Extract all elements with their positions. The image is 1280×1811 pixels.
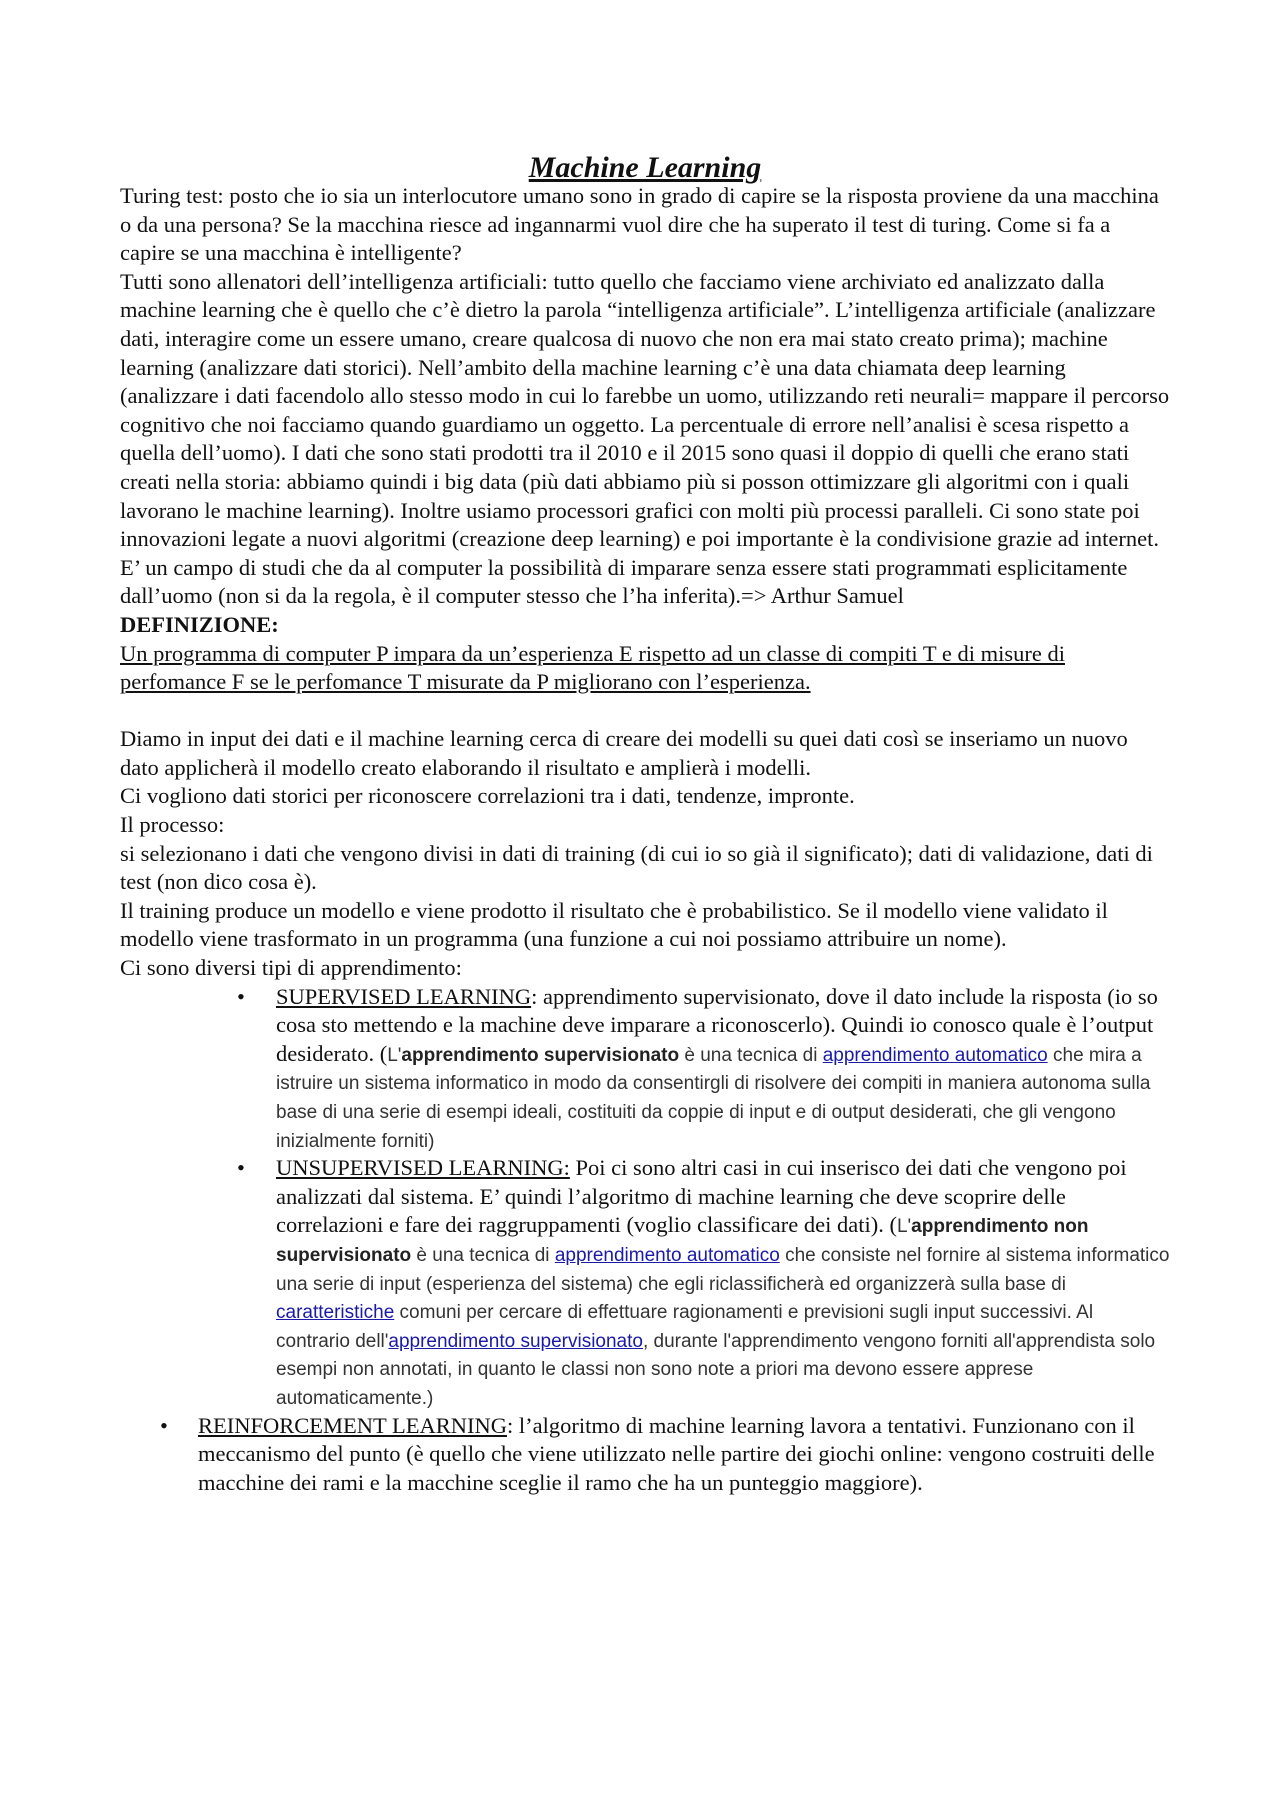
link-caratteristiche[interactable]: caratteristiche — [276, 1302, 395, 1324]
quote-bold-term: apprendimento non supervisionato — [276, 1216, 1089, 1266]
definition-heading: DEFINIZIONE: — [120, 611, 279, 637]
list-item-reinforcement — [120, 1412, 1170, 1498]
link-apprendimento-automatico[interactable]: apprendimento automatico — [554, 1244, 780, 1266]
link-apprendimento-automatico[interactable]: apprendimento automatico — [822, 1044, 1048, 1066]
quote-text: comuni per cercare di effettuare ragionamenti e previsioni sugli input successivi. Al contrario dell' — [276, 1302, 1094, 1352]
quote-text: è una tecnica di — [679, 1044, 823, 1066]
quote-text: che consiste nel fornire al sistema informatico una serie di input (esperienza del sistema) che egli riclassificherà ed organizzerà sulla base di — [276, 1244, 1170, 1295]
supervised-quote — [276, 1045, 1150, 1152]
list-item-supervised — [120, 983, 1170, 1155]
body-paragraph-process-label: Il processo: — [120, 812, 225, 838]
learning-types-list-outer — [120, 1412, 1170, 1498]
unsupervised-text: Poi ci sono altri casi in cui inserisco dei dati che vengono poi analizzati dal sistema. E’ quindi l’algoritmo di machine learning che deve scoprire delle correlazioni e fare dei raggruppamenti (voglio classificare dei dati). ( — [276, 1155, 1127, 1238]
quote-text: è una tecnica di — [411, 1244, 555, 1266]
bullet-icon: • — [237, 1155, 245, 1181]
list-item-unsupervised — [120, 1154, 1170, 1411]
quote-text: che mira a istruire un sistema informatico in modo da consentirgli di risolvere dei compiti in maniera autonoma sulla base di una serie di esempi ideali, costituiti da coppie di input e di output desiderati, che gli vengono inizialmente forniti) — [276, 1044, 1151, 1152]
body-paragraph-historical: Ci vogliono dati storici per riconoscere correlazioni tra i dati, tendenze, impronte. — [120, 783, 855, 809]
reinforcement-text: : l’algoritmo di machine learning lavora a tentativi. Funzionano con il meccanismo del punto (è quello che viene utilizzato nelle partire dei giochi online: vengono costruiti delle macchine dei rami e la macchine sceglie il ramo che ha un punteggio maggiore). — [198, 1412, 1155, 1495]
body-paragraph-input: Diamo in input dei dati e il machine learning cerca di creare dei modelli su quei dati così se inseriamo un nuovo dato applicherà il modello creato elaborando il risultato e amplierà i modelli. — [120, 726, 1128, 780]
document-title: Machine Learning — [528, 151, 762, 184]
bullet-icon: • — [160, 1412, 168, 1438]
body-paragraph-training: Il training produce un modello e viene prodotto il risultato che è probabilistico. Se il modello viene validato il modello viene trasformato in un programma (una funzione a cui noi possiamo attribuire un nome). — [120, 897, 1108, 952]
body-paragraph-types: Ci sono diversi tipi di apprendimento: — [120, 955, 462, 981]
unsupervised-quote — [276, 1216, 1169, 1409]
supervised-label: SUPERVISED LEARNING — [276, 983, 532, 1009]
supervised-text: : apprendimento supervisionato, dove il dato include la risposta (io so cosa sto mettendo e la machine deve imparare a riconoscerlo). Quindi io conosco quale è l’output desiderato. ( — [276, 983, 1158, 1066]
document-page — [120, 150, 1170, 1497]
blank-line — [120, 697, 1170, 726]
intro-paragraph-definition-samuel: E’ un campo di studi che da al computer la possibilità di imparare senza essere stati programmati esplicitamente dall’uomo (non si da la regola, è il computer stesso che l’ha inferita).=> Arthur Samuel — [120, 554, 1128, 609]
quote-prefix: L' — [387, 1044, 402, 1066]
link-apprendimento-supervisionato[interactable]: apprendimento supervisionato — [388, 1330, 643, 1352]
learning-types-list — [120, 983, 1170, 1412]
definition-text: Un programma di computer P impara da un’esperienza E rispetto ad un classe di compiti T e di misure di perfomance F se le perfomance T misurate da P migliorano con l’esperienza. — [120, 640, 1065, 695]
quote-text: , durante l'apprendimento vengono forniti all'apprendista solo esempi non annotati, in quanto le classi non sono note a priori ma devono essere apprese automaticamente.) — [276, 1330, 1156, 1409]
reinforcement-label: REINFORCEMENT LEARNING — [198, 1412, 507, 1438]
quote-prefix: L' — [896, 1216, 912, 1238]
intro-paragraph-turing: Turing test: posto che io sia un interlocutore umano sono in grado di capire se la risposta proviene da una macchina o da una persona? Se la macchina riesce ad ingannarmi vuol dire che ha superato il test di turing. Come si fa a capire se una macchina è intelligente? — [120, 183, 1159, 266]
body-paragraph-selection: si selezionano i dati che vengono divisi in dati di training (di cui io so già il significato); dati di validazione, dati di test (non dico cosa è). — [120, 840, 1153, 895]
intro-paragraph-ai: Tutti sono allenatori dell’intelligenza artificiali: tutto quello che facciamo viene archiviato ed analizzato dalla machine learning che è quello che c’è dietro la parola “intelligenza artificiale”. L’intelligenza artificiale (analizzare dati, interagire come un essere umano, creare qualcosa di nuovo che non era mai stato creato prima); machine learning (analizzare dati storici). Nell’ambito della machine learning c’è una data chiamata deep learning (analizzare i dati facendolo allo stesso modo in cui lo farebbe un uomo, utilizzando reti neurali= mappare il percorso cognitivo che noi facciamo quando guardiamo un oggetto. La percentuale di errore nell’analisi è scesa rispetto a quella dell’uomo). I dati che sono stati prodotti tra il 2010 e il 2015 sono quasi il doppio di quelli che erano stati creati nella storia: abbiamo quindi i big data (più dati abbiamo più si posson ottimizzare gli algoritmi con i quali lavorano le machine learning). Inoltre usiamo processori grafici con molti più processi paralleli. Ci sono state poi innovazioni legate a nuovi algoritmi (creazione deep learning) e poi importante è la condivisione grazie ad internet. — [120, 268, 1170, 552]
quote-bold-term: apprendimento supervisionato — [401, 1044, 680, 1066]
unsupervised-label: UNSUPERVISED LEARNING: — [276, 1155, 570, 1181]
bullet-icon: • — [237, 983, 245, 1009]
